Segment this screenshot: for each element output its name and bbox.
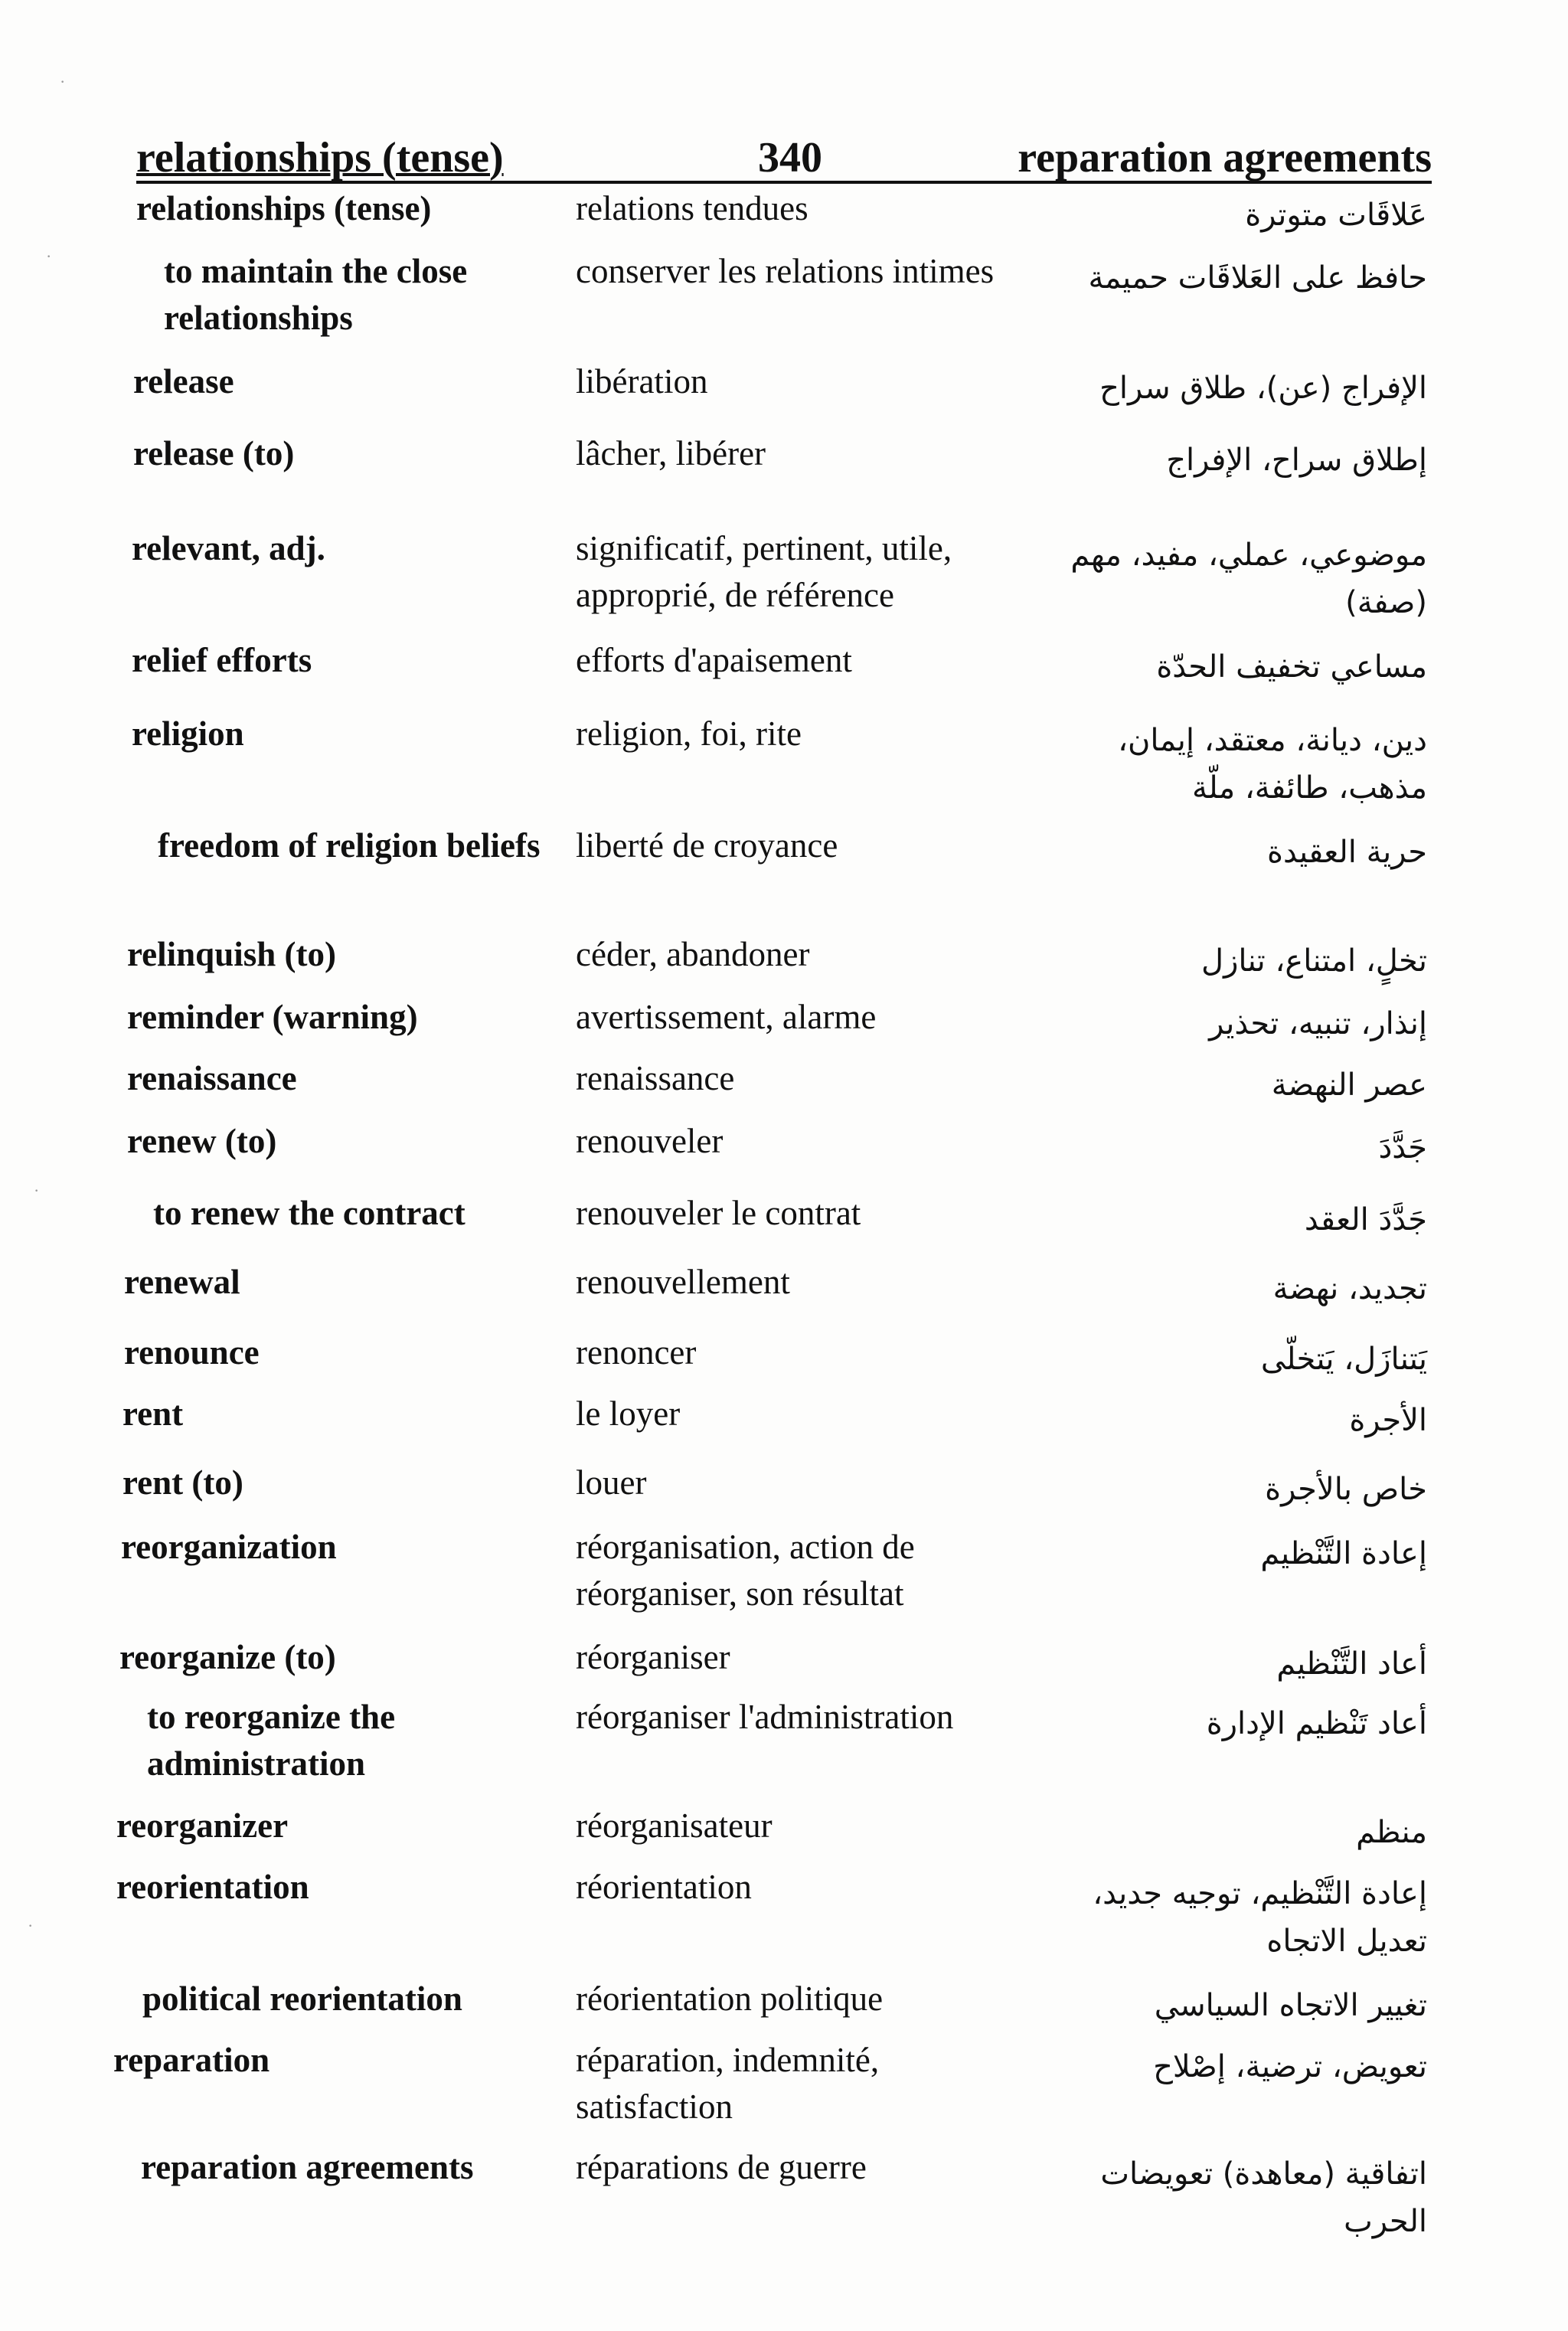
entry-english: relinquish (to) [127,935,336,973]
entry-arabic: مساعي تخفيف الحدّة [1156,649,1427,685]
entry-arabic: أعاد تَنْظيم الإدارة [1206,1706,1427,1741]
entry-french: louer [576,1463,647,1502]
entry-arabic: موضوعي، عملي، مفيد، مهم (صفة) [1070,538,1427,620]
entry-english: reorganize (to) [119,1638,336,1676]
entry-arabic: أعاد التَّنْظيم [1276,1646,1427,1682]
entry-english: political reorientation [142,1980,462,2018]
entry-arabic: جَدَّدَ العقد [1304,1202,1427,1237]
entry-english: relevant, adj. [132,529,325,567]
entry-english: reorganization [121,1528,337,1566]
header-last-entry: reparation agreements [1018,134,1432,181]
entry-arabic: تجديد، نهضة [1272,1271,1427,1306]
entry-french: efforts d'apaisement [576,641,852,679]
entry-english: reorientation [116,1868,309,1906]
entry-english: relief efforts [132,641,312,679]
entry-french: le loyer [576,1394,681,1433]
entry-french: réorganiser l'administration [576,1698,954,1736]
entry-english: to renew the contract [153,1194,466,1232]
entry-arabic: خاص بالأجرة [1265,1472,1427,1507]
entry-french: religion, foi, rite [576,714,802,753]
entry-arabic: إعادة التَّنْظيم، توجيه جديد، تعديل الاتجاه [1093,1876,1427,1959]
entry-english: rent (to) [122,1463,243,1502]
entry-french: libération [576,362,708,400]
entry-english: renewal [124,1263,240,1301]
entry-english: renaissance [127,1059,297,1097]
entry-french: réorganisation, action de réorganiser, son résultat [576,1528,915,1613]
entry-french: réparations de guerre [576,2148,867,2186]
scan-speck: · [34,1181,40,1200]
entry-arabic: عصر النهضة [1271,1067,1427,1103]
entry-french: réorganisateur [576,1806,773,1845]
entry-french: lâcher, libérer [576,434,766,472]
entry-arabic: دين، ديانة، معتقد، إيمان، مذهب، طائفة، ملّة [1118,723,1427,806]
entry-english: reparation agreements [141,2148,474,2186]
entry-english: reorganizer [116,1806,289,1845]
entry-arabic: تخلٍ، امتناع، تنازل [1201,943,1427,979]
entry-english: relationships (tense) [136,189,432,227]
scan-speck: · [28,1916,34,1935]
entry-english: release (to) [133,434,295,472]
entry-french: réparation, indemnité, satisfaction [576,2041,880,2126]
entry-french: réorganiser [576,1638,730,1676]
entry-french: conserver les relations intimes [576,252,995,290]
entry-french: renouveler [576,1122,724,1160]
entry-arabic: حافظ على العَلاقَات حميمة [1088,260,1427,296]
scan-speck: · [46,247,52,266]
entry-english: renew (to) [127,1122,277,1160]
entry-french: renouvellement [576,1263,790,1301]
entry-english: religion [132,714,244,753]
entry-english: to maintain the close relationships [164,252,468,337]
entry-french: liberté de croyance [576,826,838,865]
entry-english: renounce [124,1333,260,1371]
page-number: 340 [758,134,822,181]
entry-english: freedom of religion beliefs [158,826,541,865]
page-header [136,118,1432,184]
entry-english: reparation [113,2041,270,2079]
entry-arabic: منظم [1356,1815,1427,1850]
entry-english: release [133,362,234,400]
entry-arabic: تغيير الاتجاه السياسي [1154,1988,1427,2023]
entry-english: reminder (warning) [127,998,418,1036]
entry-english: to reorganize the administration [147,1698,396,1783]
entry-arabic: عَلاقَات متوترة [1245,198,1427,233]
entry-arabic: اتفاقية (معاهدة) تعويضات الحرب [1100,2156,1427,2239]
entry-arabic: الإفراج (عن)، طلاق سراح [1099,371,1427,406]
entry-french: renaissance [576,1059,735,1097]
entry-french: avertissement, alarme [576,998,877,1036]
entry-english: rent [122,1394,184,1433]
entry-arabic: الأجرة [1349,1403,1427,1438]
entry-french: significatif, pertinent, utile, approprié, de référence [576,529,952,614]
entry-french: renouveler le contrat [576,1194,861,1232]
entry-arabic: جَدَّدَ [1378,1130,1427,1166]
entry-arabic: تعويض، ترضية، إصْلاح [1153,2049,1427,2084]
entry-french: céder, abandoner [576,935,810,973]
entry-french: renoncer [576,1333,697,1371]
entry-arabic: إنذار، تنبيه، تحذير [1209,1006,1427,1041]
entry-arabic: يَتنازَل، يَتخلّى [1260,1342,1427,1377]
header-first-entry: relationships (tense) [136,134,504,181]
entry-arabic: إعادة التَّنْظيم [1260,1536,1427,1571]
entry-french: réorientation [576,1868,752,1906]
entry-french: relations tendues [576,189,808,227]
scan-speck: · [60,72,66,91]
entry-french: réorientation politique [576,1980,884,2018]
entry-arabic: حرية العقيدة [1267,835,1427,870]
entry-arabic: إطلاق سراح، الإفراج [1166,443,1427,478]
